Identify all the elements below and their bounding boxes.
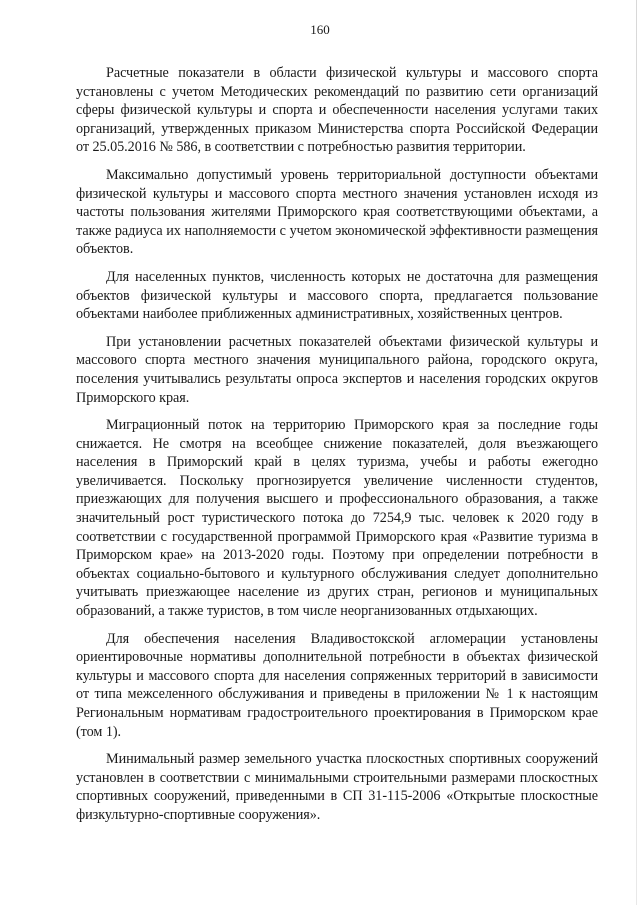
- document-body: [76, 64, 598, 834]
- paragraph-5: Миграционный поток на территорию Приморского края за последние годы снижается. Не смотря на всеобщее снижение показателей, доля въезжающего населения в Приморский край в целях туризма, учебы и работы ежегодно увеличивается. Поскольку прогнозируется увеличение численности студентов, приезжающих для получения высшего и профессионального образования, а также значительный рост туристического потока до 7254,9 тыс. человек к 2020 году в соответствии с государственной программой Приморского края «Развитие туризма в Приморском крае» на 2013-2020 годы. Поэтому при определении потребности в объектах социально-бытового и культурного обслуживания следует дополнительно учитывать приезжающее население из других стран, регионов и муниципальных образований, а также туристов, в том числе неорганизованных отдыхающих.: [76, 417, 598, 620]
- paragraph-6: Для обеспечения населения Владивостокской агломерации установлены ориентировочные нормативы дополнительной потребности в объектах физической культуры и массового спорта для населения сопряженных территорий в зависимости от типа межселенного обслуживания и приведены в приложении № 1 к настоящим Региональным нормативам градостроительного проектирования в Приморском крае (том 1).: [76, 630, 598, 740]
- paragraph-2: Максимально допустимый уровень территориальной доступности объектами физической культуры и массового спорта местного значения установлен исходя из частоты пользования жителями Приморского края соответствующими объектами, а также радиуса их наполняемости с учетом экономической эффективности размещения объектов.: [76, 166, 598, 258]
- paragraph-3: Для населенных пунктов, численность которых не достаточна для размещения объектов физической культуры и массового спорта, предлагается пользование объектами наиболее приближенных административных, хозяйственных центров.: [76, 268, 598, 323]
- page-number: 160: [310, 22, 330, 37]
- paragraph-7: Минимальный размер земельного участка плоскостных спортивных сооружений установлен в соответствии с минимальными строительными размерами плоскостных спортивных сооружений, приведенными в СП 31-115-2006 «Открытые плоскостные физкультурно-спортивные сооружения».: [76, 751, 598, 823]
- paragraph-4: При установлении расчетных показателей объектами физической культуры и массового спорта местного значения муниципального района, городского округа, поселения учитывались результаты опроса экспертов и населения городских округов Приморского края.: [76, 333, 598, 406]
- paragraph-1: Расчетные показатели в области физической культуры и массового спорта установлены с учетом Методических рекомендаций по развитию сети организаций сферы физической культуры и спорта и обеспеченности населения услугами таких организаций, утвержденных приказом Министерства спорта Российской Федерации от 25.05.2016 № 586, в соответствии с потребностью развития территории.: [76, 65, 598, 156]
- page-edge: [636, 0, 637, 905]
